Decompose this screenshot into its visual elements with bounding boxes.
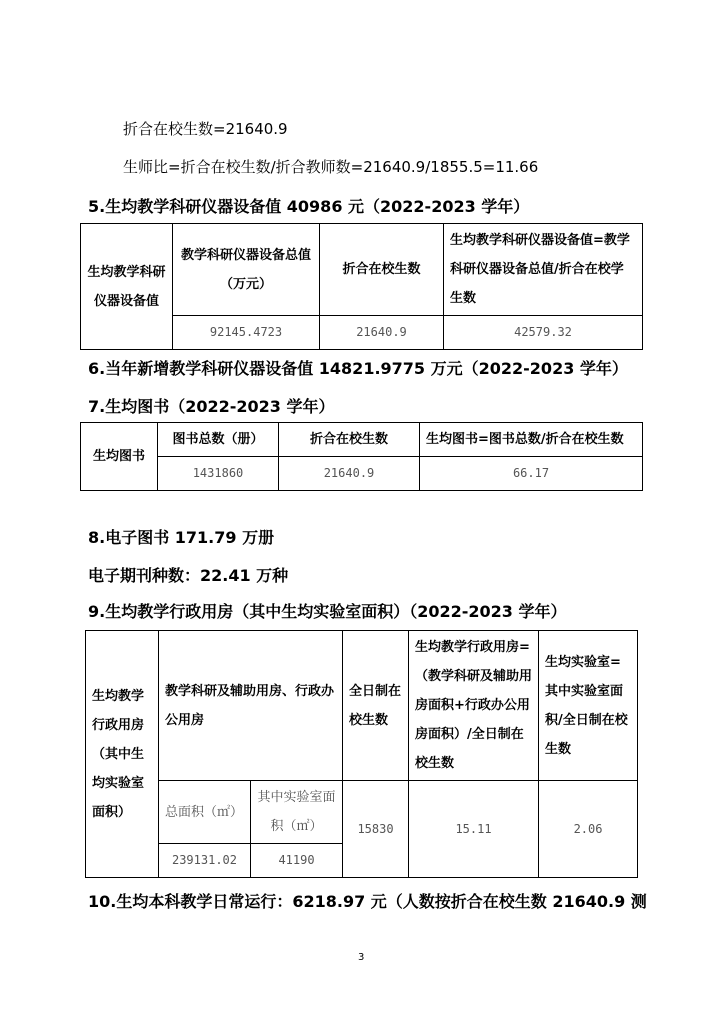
student-teacher-ratio-line: 生师比=折合在校生数/折合教师数=21640.9/1855.5=11.66 xyxy=(123,158,539,176)
section-10-heading: 10.生均本科教学日常运行：6218.97 元（人数按折合在校生数 21640.9 测 xyxy=(88,892,647,911)
section-9-heading: 9.生均教学行政用房（其中生均实验室面积）（2022-2023 学年） xyxy=(88,602,567,621)
books-table xyxy=(80,422,643,491)
equipment-row-label: 生均教学科研仪器设备值 xyxy=(81,224,173,350)
section-6-heading: 6.当年新增教学科研仪器设备值 14821.9775 万元（2022-2023 学年） xyxy=(88,359,628,378)
per-student-lab-header: 生均实验室=其中实验室面积/全日制在校生数 xyxy=(539,631,638,781)
per-student-lab-value: 2.06 xyxy=(539,781,638,878)
total-area-subheader: 总面积（㎡） xyxy=(159,781,251,844)
per-student-equipment-header: 生均教学科研仪器设备值=教学科研仪器设备总值/折合在校学生数 xyxy=(444,224,643,316)
books-students-header: 折合在校生数 xyxy=(279,423,420,457)
equipment-table xyxy=(80,223,643,350)
section-5-heading: 5.生均教学科研仪器设备值 40986 元（2022-2023 学年） xyxy=(88,197,530,216)
section-7-heading: 7.生均图书（2022-2023 学年） xyxy=(88,397,335,416)
section-8-heading: 8.电子图书 171.79 万册 xyxy=(88,528,275,547)
building-row-label: 生均教学行政用房（其中生均实验室面积） xyxy=(86,631,159,878)
ejournal-line: 电子期刊种数：22.41 万种 xyxy=(88,566,289,585)
equipment-total-value: 92145.4723 xyxy=(173,316,320,350)
building-area-table xyxy=(85,630,638,878)
converted-students-line: 折合在校生数=21640.9 xyxy=(123,120,288,138)
lab-area-value: 41190 xyxy=(251,844,343,878)
total-area-value: 239131.02 xyxy=(159,844,251,878)
per-student-building-value: 15.11 xyxy=(409,781,539,878)
page-number: 3 xyxy=(358,952,365,963)
books-total-value: 1431860 xyxy=(158,457,279,491)
per-student-books-value: 66.17 xyxy=(420,457,643,491)
books-total-header: 图书总数（册） xyxy=(158,423,279,457)
fulltime-students-value: 15830 xyxy=(343,781,409,878)
students-header: 折合在校生数 xyxy=(320,224,444,316)
books-students-value: 21640.9 xyxy=(279,457,420,491)
equipment-total-header: 教学科研仪器设备总值（万元） xyxy=(173,224,320,316)
students-value: 21640.9 xyxy=(320,316,444,350)
per-student-books-header: 生均图书=图书总数/折合在校生数 xyxy=(420,423,643,457)
building-area-header: 教学科研及辅助用房、行政办公用房 xyxy=(159,631,343,781)
books-row-label: 生均图书 xyxy=(81,423,158,491)
lab-area-subheader: 其中实验室面积（㎡） xyxy=(251,781,343,844)
per-student-building-header: 生均教学行政用房=（教学科研及辅助用房面积+行政办公用房面积）/全日制在校生数 xyxy=(409,631,539,781)
fulltime-students-header: 全日制在校生数 xyxy=(343,631,409,781)
per-student-equipment-value: 42579.32 xyxy=(444,316,643,350)
